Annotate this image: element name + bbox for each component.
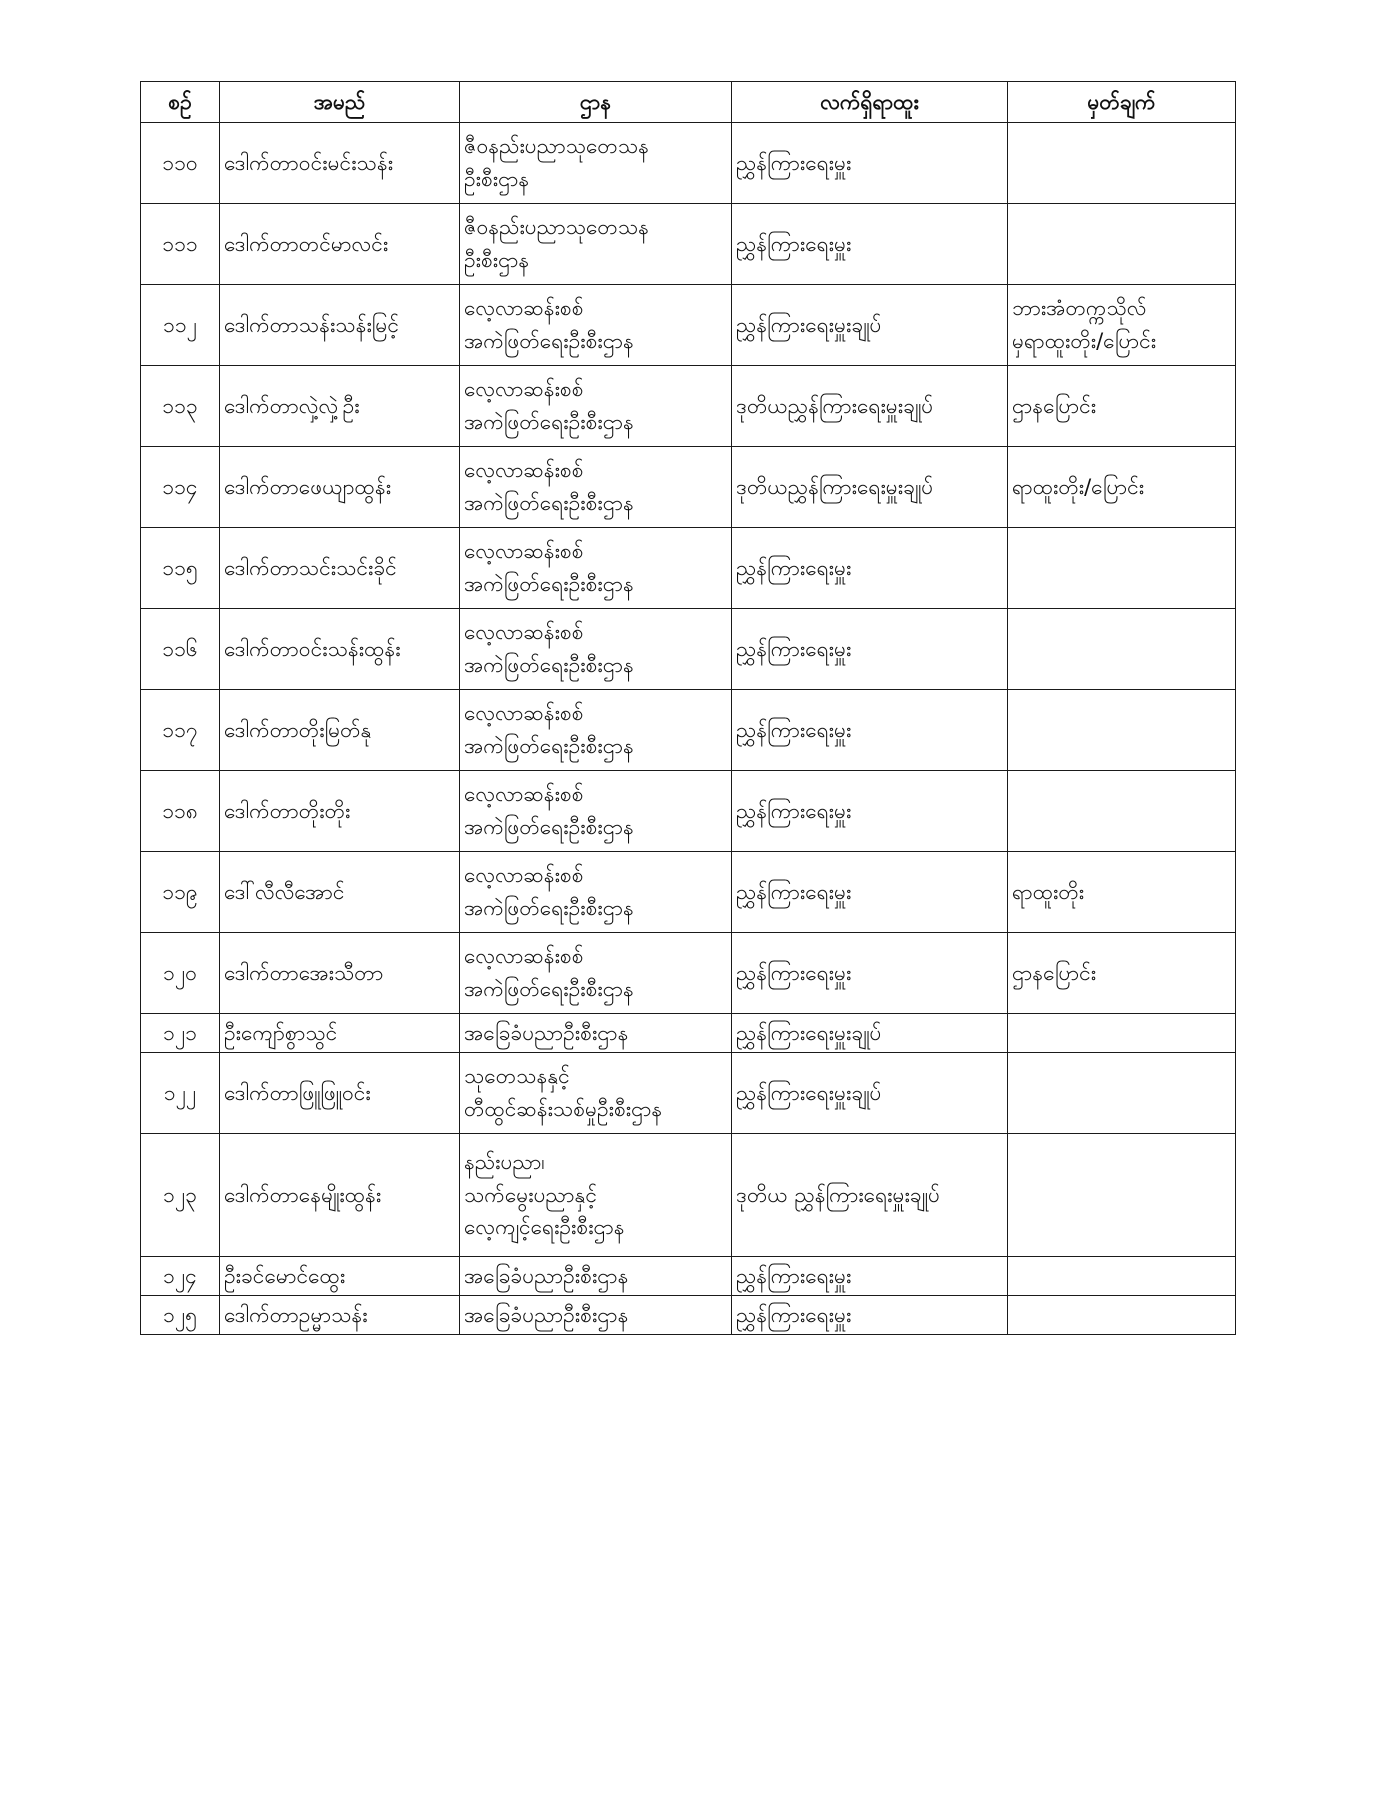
person-name: ဒေါက်တာသင်းသင်းခိုင် xyxy=(220,528,460,609)
position-cell: ညွှန်ကြားရေးမှူးချုပ် xyxy=(732,285,1008,366)
department-line: အကဲဖြတ်ရေးဦးစီးဌာန xyxy=(464,410,634,434)
department-cell xyxy=(460,690,732,771)
department-cell xyxy=(460,204,732,285)
row-number: ၁၂၀ xyxy=(141,933,220,1014)
remark-cell xyxy=(1008,366,1236,447)
department-line: အခြေခံပညာဦးစီးဌာန xyxy=(464,1263,629,1288)
header-name: အမည် xyxy=(220,82,460,123)
remark-line: မှရာထူးတိုး/ပြောင်း xyxy=(1012,329,1157,353)
person-name: ဒေါက်တာတင်မာလင်း xyxy=(220,204,460,285)
position-cell: ညွှန်ကြားရေးမှူး xyxy=(732,528,1008,609)
remark-line: ဌာနပြောင်း xyxy=(1012,960,1097,985)
remark-cell xyxy=(1008,447,1236,528)
department-line: လေ့လာဆန်းစစ် xyxy=(464,458,584,483)
table-row xyxy=(141,771,1236,852)
table-row xyxy=(141,1296,1236,1335)
row-number: ၁၁၈ xyxy=(141,771,220,852)
table-row xyxy=(141,528,1236,609)
remark-line: ဌာနပြောင်း xyxy=(1012,393,1097,418)
department-cell xyxy=(460,609,732,690)
remark-cell xyxy=(1008,1296,1236,1335)
person-name: ဒေါက်တာလှဲ့လှဲ့ဦး xyxy=(220,366,460,447)
staff-table xyxy=(140,81,1236,1335)
position-cell: ညွှန်ကြားရေးမှူး xyxy=(732,933,1008,1014)
row-number: ၁၁၅ xyxy=(141,528,220,609)
department-line: နည်းပညာ၊ xyxy=(464,1150,545,1175)
person-name: ဒေါက်တာတိုးမြတ်နု xyxy=(220,690,460,771)
department-line: အကဲဖြတ်ရေးဦးစီးဌာန xyxy=(464,734,634,758)
table-row xyxy=(141,852,1236,933)
department-line: ဦးစီးဌာန xyxy=(464,248,530,272)
row-number: ၁၁၃ xyxy=(141,366,220,447)
remark-cell xyxy=(1008,1053,1236,1134)
department-line: အခြေခံပညာဦးစီးဌာန xyxy=(464,1020,629,1045)
person-name: ဒေါ်လီလီအောင် xyxy=(220,852,460,933)
remark-cell xyxy=(1008,1014,1236,1053)
department-cell xyxy=(460,933,732,1014)
person-name: ဒေါက်တာသန်းသန်းမြင့် xyxy=(220,285,460,366)
position-cell: ဒုတိယ ညွှန်ကြားရေးမှူးချုပ် xyxy=(732,1134,1008,1257)
remark-cell xyxy=(1008,204,1236,285)
person-name: ဒေါက်တာဝင်းမင်းသန်း xyxy=(220,123,460,204)
row-number: ၁၂၃ xyxy=(141,1134,220,1257)
table-header-row xyxy=(141,82,1236,123)
table-row xyxy=(141,1257,1236,1296)
remark-cell xyxy=(1008,1134,1236,1257)
department-cell xyxy=(460,1053,732,1134)
person-name: ဒေါက်တာဝင်းသန်းထွန်း xyxy=(220,609,460,690)
department-cell xyxy=(460,447,732,528)
remark-cell xyxy=(1008,771,1236,852)
position-cell: ညွှန်ကြားရေးမှူး xyxy=(732,1257,1008,1296)
department-cell xyxy=(460,771,732,852)
row-number: ၁၂၂ xyxy=(141,1053,220,1134)
department-cell xyxy=(460,285,732,366)
position-cell: ညွှန်ကြားရေးမှူး xyxy=(732,123,1008,204)
table-row xyxy=(141,123,1236,204)
position-cell: ညွှန်ကြားရေးမှူး xyxy=(732,1296,1008,1335)
header-position: လက်ရှိရာထူး xyxy=(732,82,1008,123)
department-line: သုတေသနနှင့် xyxy=(464,1064,570,1089)
department-line: အကဲဖြတ်ရေးဦးစီးဌာန xyxy=(464,653,634,677)
remark-cell xyxy=(1008,1257,1236,1296)
row-number: ၁၁၆ xyxy=(141,609,220,690)
row-number: ၁၁၀ xyxy=(141,123,220,204)
department-line: လေ့လာဆန်းစစ် xyxy=(464,701,584,726)
person-name: ဒေါက်တာနေမျိုးထွန်း xyxy=(220,1134,460,1257)
person-name: ဦးခင်မောင်ထွေး xyxy=(220,1257,460,1296)
department-line: လေ့လာဆန်းစစ် xyxy=(464,296,584,321)
remark-line: ရာထူးတိုး/ပြောင်း xyxy=(1012,474,1145,499)
department-line: လေ့လာဆန်းစစ် xyxy=(464,782,584,807)
department-cell xyxy=(460,1296,732,1335)
row-number: ၁၁၁ xyxy=(141,204,220,285)
row-number: ၁၁၄ xyxy=(141,447,220,528)
department-line: ဇီဝနည်းပညာသုတေသန xyxy=(464,134,650,159)
department-cell xyxy=(460,1257,732,1296)
table-row xyxy=(141,1053,1236,1134)
department-line: ဦးစီးဌာန xyxy=(464,167,530,191)
department-line: လေ့ကျင့်ရေးဦးစီးဌာန xyxy=(464,1215,625,1240)
department-line: လေ့လာဆန်းစစ် xyxy=(464,377,584,402)
remark-cell xyxy=(1008,528,1236,609)
department-cell xyxy=(460,1014,732,1053)
department-cell xyxy=(460,123,732,204)
table-row xyxy=(141,447,1236,528)
department-line: အကဲဖြတ်ရေးဦးစီးဌာန xyxy=(464,815,634,839)
position-cell: ဒုတိယညွှန်ကြားရေးမှူးချုပ် xyxy=(732,366,1008,447)
remark-cell xyxy=(1008,933,1236,1014)
department-cell xyxy=(460,852,732,933)
person-name: ဦးကျော်စွာသွင် xyxy=(220,1014,460,1053)
department-cell xyxy=(460,366,732,447)
table-body xyxy=(141,123,1236,1335)
table-row xyxy=(141,609,1236,690)
header-department: ဌာန xyxy=(460,82,732,123)
table-row xyxy=(141,690,1236,771)
department-line: တီထွင်ဆန်းသစ်မှုဦးစီးဌာန xyxy=(464,1097,663,1121)
person-name: ဒေါက်တာတိုးတိုး xyxy=(220,771,460,852)
department-line: လေ့လာဆန်းစစ် xyxy=(464,620,584,645)
position-cell: ညွှန်ကြားရေးမှူး xyxy=(732,771,1008,852)
position-cell: ညွှန်ကြားရေးမှူးချုပ် xyxy=(732,1053,1008,1134)
remark-line: ရာထူးတိုး xyxy=(1012,879,1085,904)
row-number: ၁၁၂ xyxy=(141,285,220,366)
row-number: ၁၂၄ xyxy=(141,1257,220,1296)
position-cell: ညွှန်ကြားရေးမှူး xyxy=(732,852,1008,933)
department-line: ဇီဝနည်းပညာသုတေသန xyxy=(464,215,650,240)
department-line: အကဲဖြတ်ရေးဦးစီးဌာန xyxy=(464,329,634,353)
position-cell: ညွှန်ကြားရေးမှူး xyxy=(732,204,1008,285)
person-name: ဒေါက်တာဖေယျာထွန်း xyxy=(220,447,460,528)
department-line: လေ့လာဆန်းစစ် xyxy=(464,539,584,564)
table-row xyxy=(141,933,1236,1014)
department-line: အခြေခံပညာဦးစီးဌာန xyxy=(464,1302,629,1327)
remark-cell xyxy=(1008,609,1236,690)
department-cell xyxy=(460,1134,732,1257)
row-number: ၁၂၁ xyxy=(141,1014,220,1053)
department-line: လေ့လာဆန်းစစ် xyxy=(464,944,584,969)
table-row xyxy=(141,285,1236,366)
department-line: အကဲဖြတ်ရေးဦးစီးဌာန xyxy=(464,896,634,920)
remark-cell xyxy=(1008,690,1236,771)
position-cell: ဒုတိယညွှန်ကြားရေးမှူးချုပ် xyxy=(732,447,1008,528)
table-row xyxy=(141,204,1236,285)
department-line: အကဲဖြတ်ရေးဦးစီးဌာန xyxy=(464,572,634,596)
row-number: ၁၂၅ xyxy=(141,1296,220,1335)
position-cell: ညွှန်ကြားရေးမှူး xyxy=(732,609,1008,690)
person-name: ဒေါက်တာဥမ္မာသန်း xyxy=(220,1296,460,1335)
header-no: စဉ် xyxy=(141,82,220,123)
position-cell: ညွှန်ကြားရေးမှူးချုပ် xyxy=(732,1014,1008,1053)
department-line: အကဲဖြတ်ရေးဦးစီးဌာန xyxy=(464,491,634,515)
row-number: ၁၁၇ xyxy=(141,690,220,771)
row-number: ၁၁၉ xyxy=(141,852,220,933)
person-name: ဒေါက်တာဖြူဖြူဝင်း xyxy=(220,1053,460,1134)
table-row xyxy=(141,1134,1236,1257)
department-line: သက်မွေးပညာနှင့် xyxy=(464,1182,597,1207)
person-name: ဒေါက်တာအေးသီတာ xyxy=(220,933,460,1014)
table-row xyxy=(141,366,1236,447)
remark-cell xyxy=(1008,852,1236,933)
department-line: လေ့လာဆန်းစစ် xyxy=(464,863,584,888)
department-line: အကဲဖြတ်ရေးဦးစီးဌာန xyxy=(464,977,634,1001)
position-cell: ညွှန်ကြားရေးမှူး xyxy=(732,690,1008,771)
table-row xyxy=(141,1014,1236,1053)
department-cell xyxy=(460,528,732,609)
remark-cell xyxy=(1008,123,1236,204)
remark-cell xyxy=(1008,285,1236,366)
remark-line: ဘားအံတက္ကသိုလ် xyxy=(1012,296,1147,321)
header-remark: မှတ်ချက် xyxy=(1008,82,1236,123)
